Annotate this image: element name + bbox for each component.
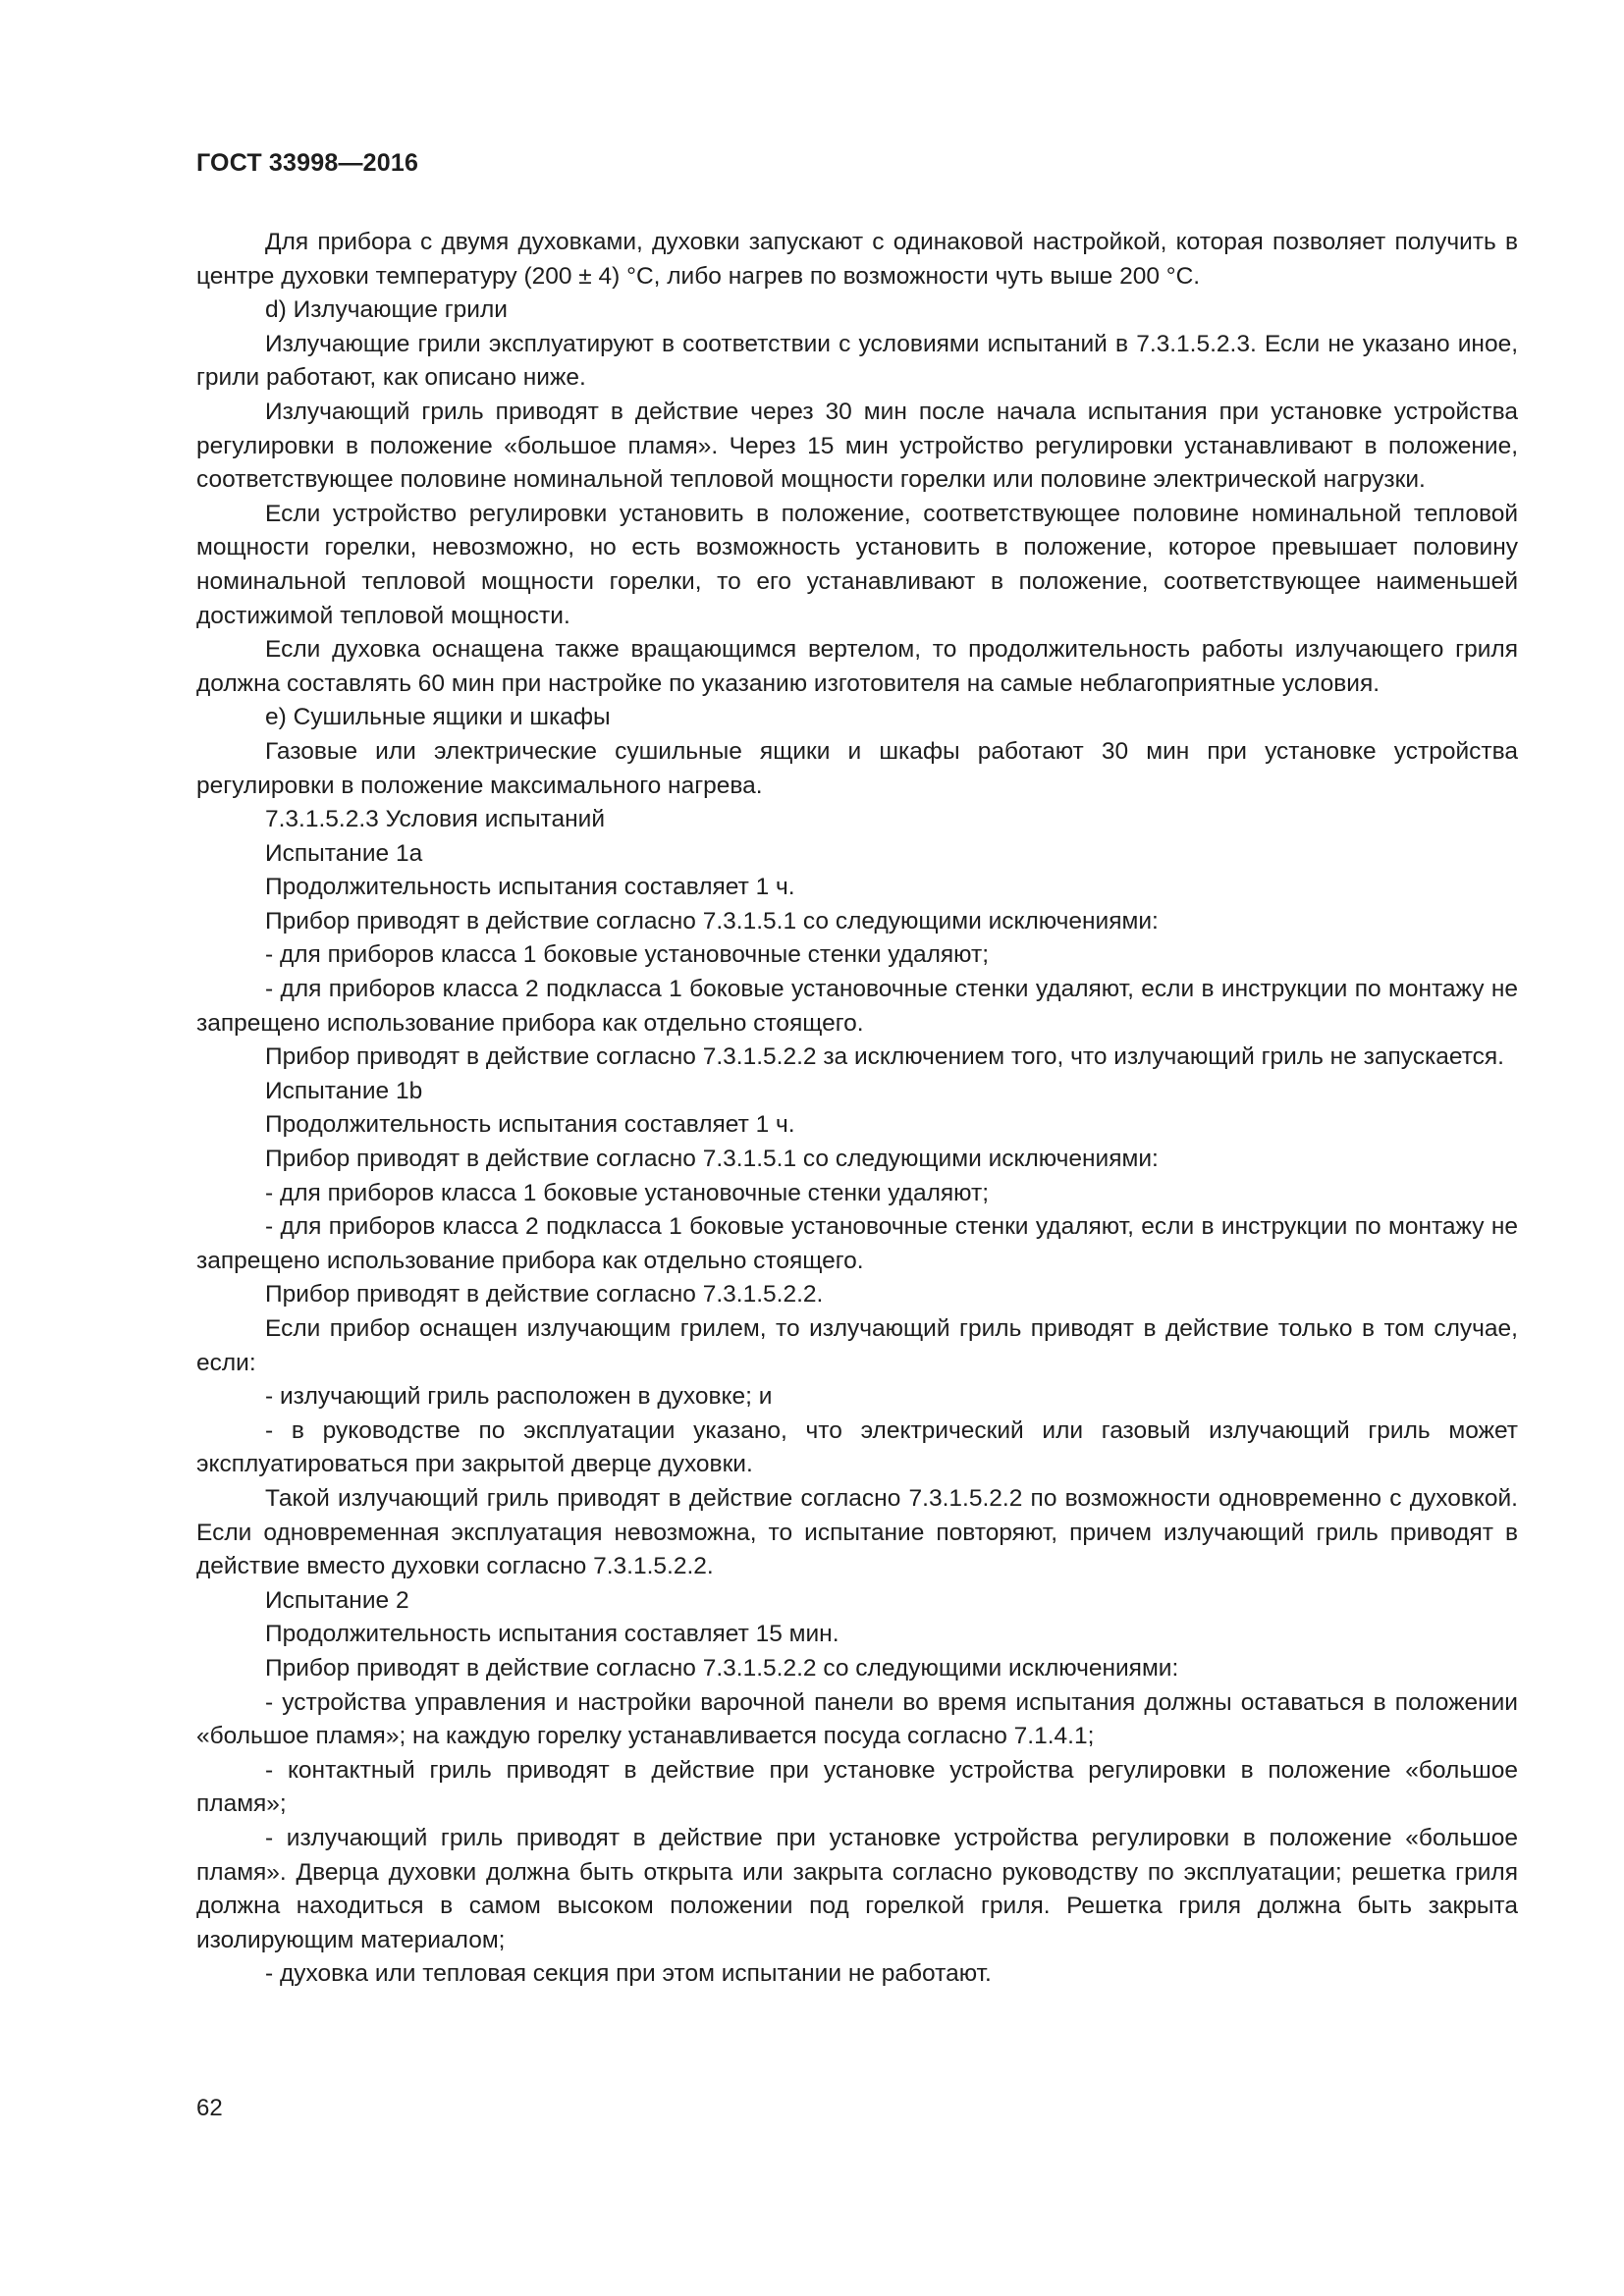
dash-list-item: - излучающий гриль приводят в действие при установке устройства регулировки в положение «большое пламя». Дверца духовки должна быть открыта или закрыта согласно руководству по эксплуатации; решетка гриля должна находиться в самом высоком положении под горелкой гриля. Решетка гриля должна быть закрыта изолирующим материалом; [196,1824,1518,1953]
dash-list-item: - для приборов класса 2 подкласса 1 боковые установочные стенки удаляют, если в инструкции по монтажу не запрещено использование прибора как отдельно стоящего. [196,1213,1518,1274]
dash-list-item: - излучающий гриль расположен в духовке; и [265,1383,773,1411]
paragraph: Если прибор оснащен излучающим грилем, то излучающий гриль приводят в действие только в том случае, если: [196,1315,1518,1376]
paragraph: Газовые или электрические сушильные ящики и шкафы работают 30 мин при установке устройства регулировки в положение максимального нагрева. [196,737,1518,799]
dash-list-item: - устройства управления и настройки варочной панели во время испытания должны оставаться в положении «большое пламя»; на каждую горелку устанавливается посуда согласно 7.1.4.1; [196,1688,1518,1750]
standard-designation: ГОСТ 33998—2016 [196,149,419,177]
paragraph: Такой излучающий гриль приводят в действие согласно 7.3.1.5.2.2 по возможности одновременно с духовкой. Если одновременная эксплуатация невозможна, то испытание повторяют, причем излучающий гриль приводят в действие вместо духовки согласно 7.3.1.5.2.2. [196,1484,1518,1580]
paragraph: Если духовка оснащена также вращающимся вертелом, то продолжительность работы излучающего гриля должна составлять 60 мин при настройке по указанию изготовителя на самые неблагоприятные условия. [196,636,1518,697]
paragraph: Если устройство регулировки установить в положение, соответствующее половине номинальной тепловой мощности горелки, невозможно, но есть возможность установить в положение, которое превышает половину номинальной тепловой мощности горелки, то его устанавливают в положение, соответствующее наименьшей достижимой тепловой мощности. [196,500,1518,629]
list-item-heading: d) Излучающие грили [265,296,508,324]
dash-list-item: - духовка или тепловая секция при этом испытании не работают. [265,1960,992,1988]
list-item-heading: e) Сушильные ящики и шкафы [265,704,611,731]
paragraph: Излучающий гриль приводят в действие через 30 мин после начала испытания при установке устройства регулировки в положение «большое пламя». Через 15 мин устройство регулировки устанавливают в положение, соответствующее половине номинальной тепловой мощности горелки или половине электрической нагрузки. [196,398,1518,494]
test-heading: Испытание 1а [265,839,423,867]
dash-list-item: - для приборов класса 1 боковые установочные стенки удаляют; [265,941,990,969]
paragraph: Прибор приводят в действие согласно 7.3.1.5.2.2. [265,1281,824,1308]
paragraph: Продолжительность испытания составляет 1 ч. [265,874,795,901]
dash-list-item: - для приборов класса 1 боковые установочные стенки удаляют; [265,1179,990,1206]
paragraph: Продолжительность испытания составляет 1 ч. [265,1111,795,1139]
paragraph: Прибор приводят в действие согласно 7.3.1.5.2.2 со следующими исключениями: [265,1654,1179,1682]
paragraph: Прибор приводят в действие согласно 7.3.1.5.2.2 за исключением того, что излучающий гриль не запускается. [265,1043,1504,1071]
test-heading: Испытание 1b [265,1077,423,1104]
paragraph: Прибор приводят в действие согласно 7.3.1.5.1 со следующими исключениями: [265,907,1159,934]
paragraph: Излучающие грили эксплуатируют в соответствии с условиями испытаний в 7.3.1.5.2.3. Если не указано иное, грили работают, как описано ниже. [196,330,1518,392]
dash-list-item: - для приборов класса 2 подкласса 1 боковые установочные стенки удаляют, если в инструкции по монтажу не запрещено использование прибора как отдельно стоящего. [196,976,1518,1037]
paragraph: Прибор приводят в действие согласно 7.3.1.5.1 со следующими исключениями: [265,1146,1159,1173]
paragraph: Для прибора с двумя духовками, духовки запускают с одинаковой настройкой, которая позволяет получить в центре духовки температуру (200 ± 4) °C, либо нагрев по возможности чуть выше 200 °C. [196,229,1518,290]
page-number: 62 [196,2095,223,2121]
document-body [196,226,1518,1992]
section-heading: 7.3.1.5.2.3 Условия испытаний [265,806,606,833]
dash-list-item: - в руководстве по эксплуатации указано, что электрический или газовый излучающий гриль может эксплуатироваться при закрытой дверце духовки. [196,1416,1518,1478]
paragraph: Продолжительность испытания составляет 15 мин. [265,1621,839,1648]
test-heading: Испытание 2 [265,1586,409,1614]
dash-list-item: - контактный гриль приводят в действие при установке устройства регулировки в положение «большое пламя»; [196,1756,1518,1818]
